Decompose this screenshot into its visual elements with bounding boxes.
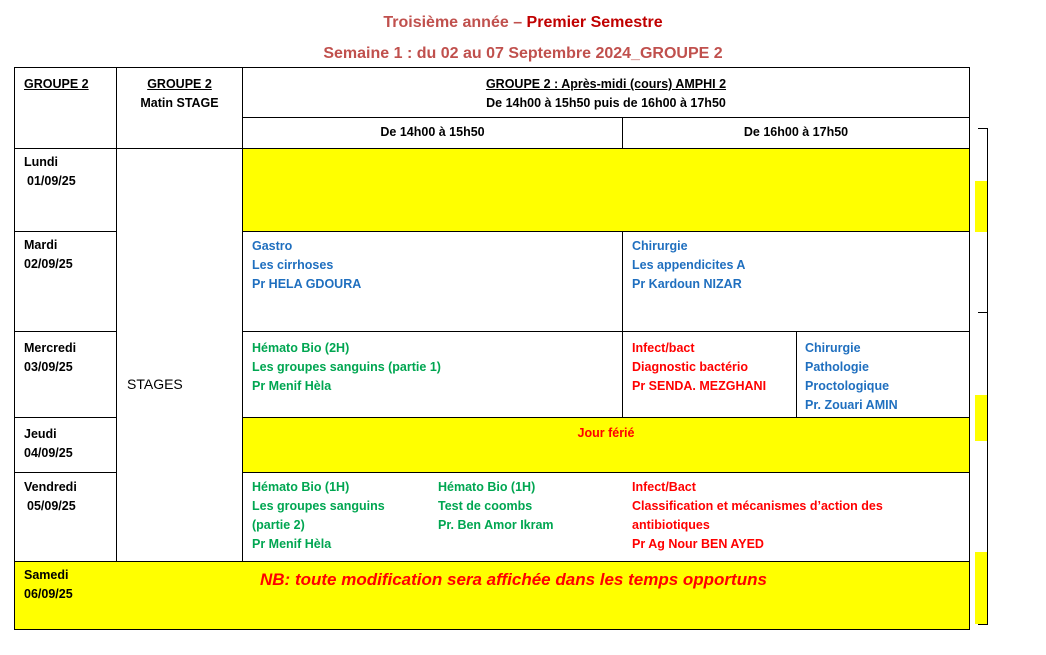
day-jeudi: Jeudi 04/09/25: [24, 427, 73, 460]
day-mardi: Mardi 02/09/25: [24, 238, 73, 271]
samedi-note: NB: toute modification sera affichée dans les temps opportuns: [260, 570, 767, 589]
day-lundi: Lundi 01/09/25: [24, 155, 76, 188]
vendredi-slot1b-course: Hémato Bio (1H) Test de coombs Pr. Ben Amor Ikram: [438, 480, 554, 532]
vendredi-slot1a-course: Hémato Bio (1H) Les groupes sanguins (partie 2) Pr Menif Hèla: [252, 480, 385, 551]
header-morning: GROUPE 2 Matin STAGE: [140, 77, 219, 110]
header-afternoon: GROUPE 2 : Après-midi (cours) AMPHI 2 De 14h00 à 15h50 puis de 16h00 à 17h50: [485, 77, 727, 110]
day-samedi: Samedi 06/09/25: [24, 568, 73, 601]
header-slot-2: De 16h00 à 17h50: [743, 125, 849, 139]
page-subtitle: Semaine 1 : du 02 au 07 Septembre 2024_GROUPE 2: [323, 45, 723, 62]
stages-label: STAGES: [127, 376, 183, 392]
vendredi-slot2-course: Infect/Bact Classification et mécanismes d’action des antibiotiques Pr Ag Nour BEN AYED: [632, 480, 883, 551]
day-mercredi: Mercredi 03/09/25: [24, 341, 77, 374]
mardi-slot1-course: Gastro Les cirrhoses Pr HELA GDOURA: [252, 239, 362, 291]
mercredi-slot2b-course: Chirurgie Pathologie Proctologique Pr. Zouari AMIN: [805, 341, 898, 412]
mercredi-slot2a-course: Infect/bact Diagnostic bactério Pr SENDA. MEZGHANI: [632, 341, 767, 393]
header-group: GROUPE 2: [24, 77, 89, 91]
mardi-slot2-course: Chirurgie Les appendicites A Pr Kardoun NIZAR: [632, 239, 746, 291]
day-vendredi: Vendredi 05/09/25: [24, 480, 77, 513]
jeudi-holiday: Jour férié: [577, 426, 635, 440]
header-slot-1: De 14h00 à 15h50: [380, 125, 485, 139]
page-title: Troisième année – Premier Semestre: [383, 14, 663, 31]
mercredi-slot1-course: Hémato Bio (2H) Les groupes sanguins (partie 1) Pr Menif Hèla: [252, 341, 441, 393]
